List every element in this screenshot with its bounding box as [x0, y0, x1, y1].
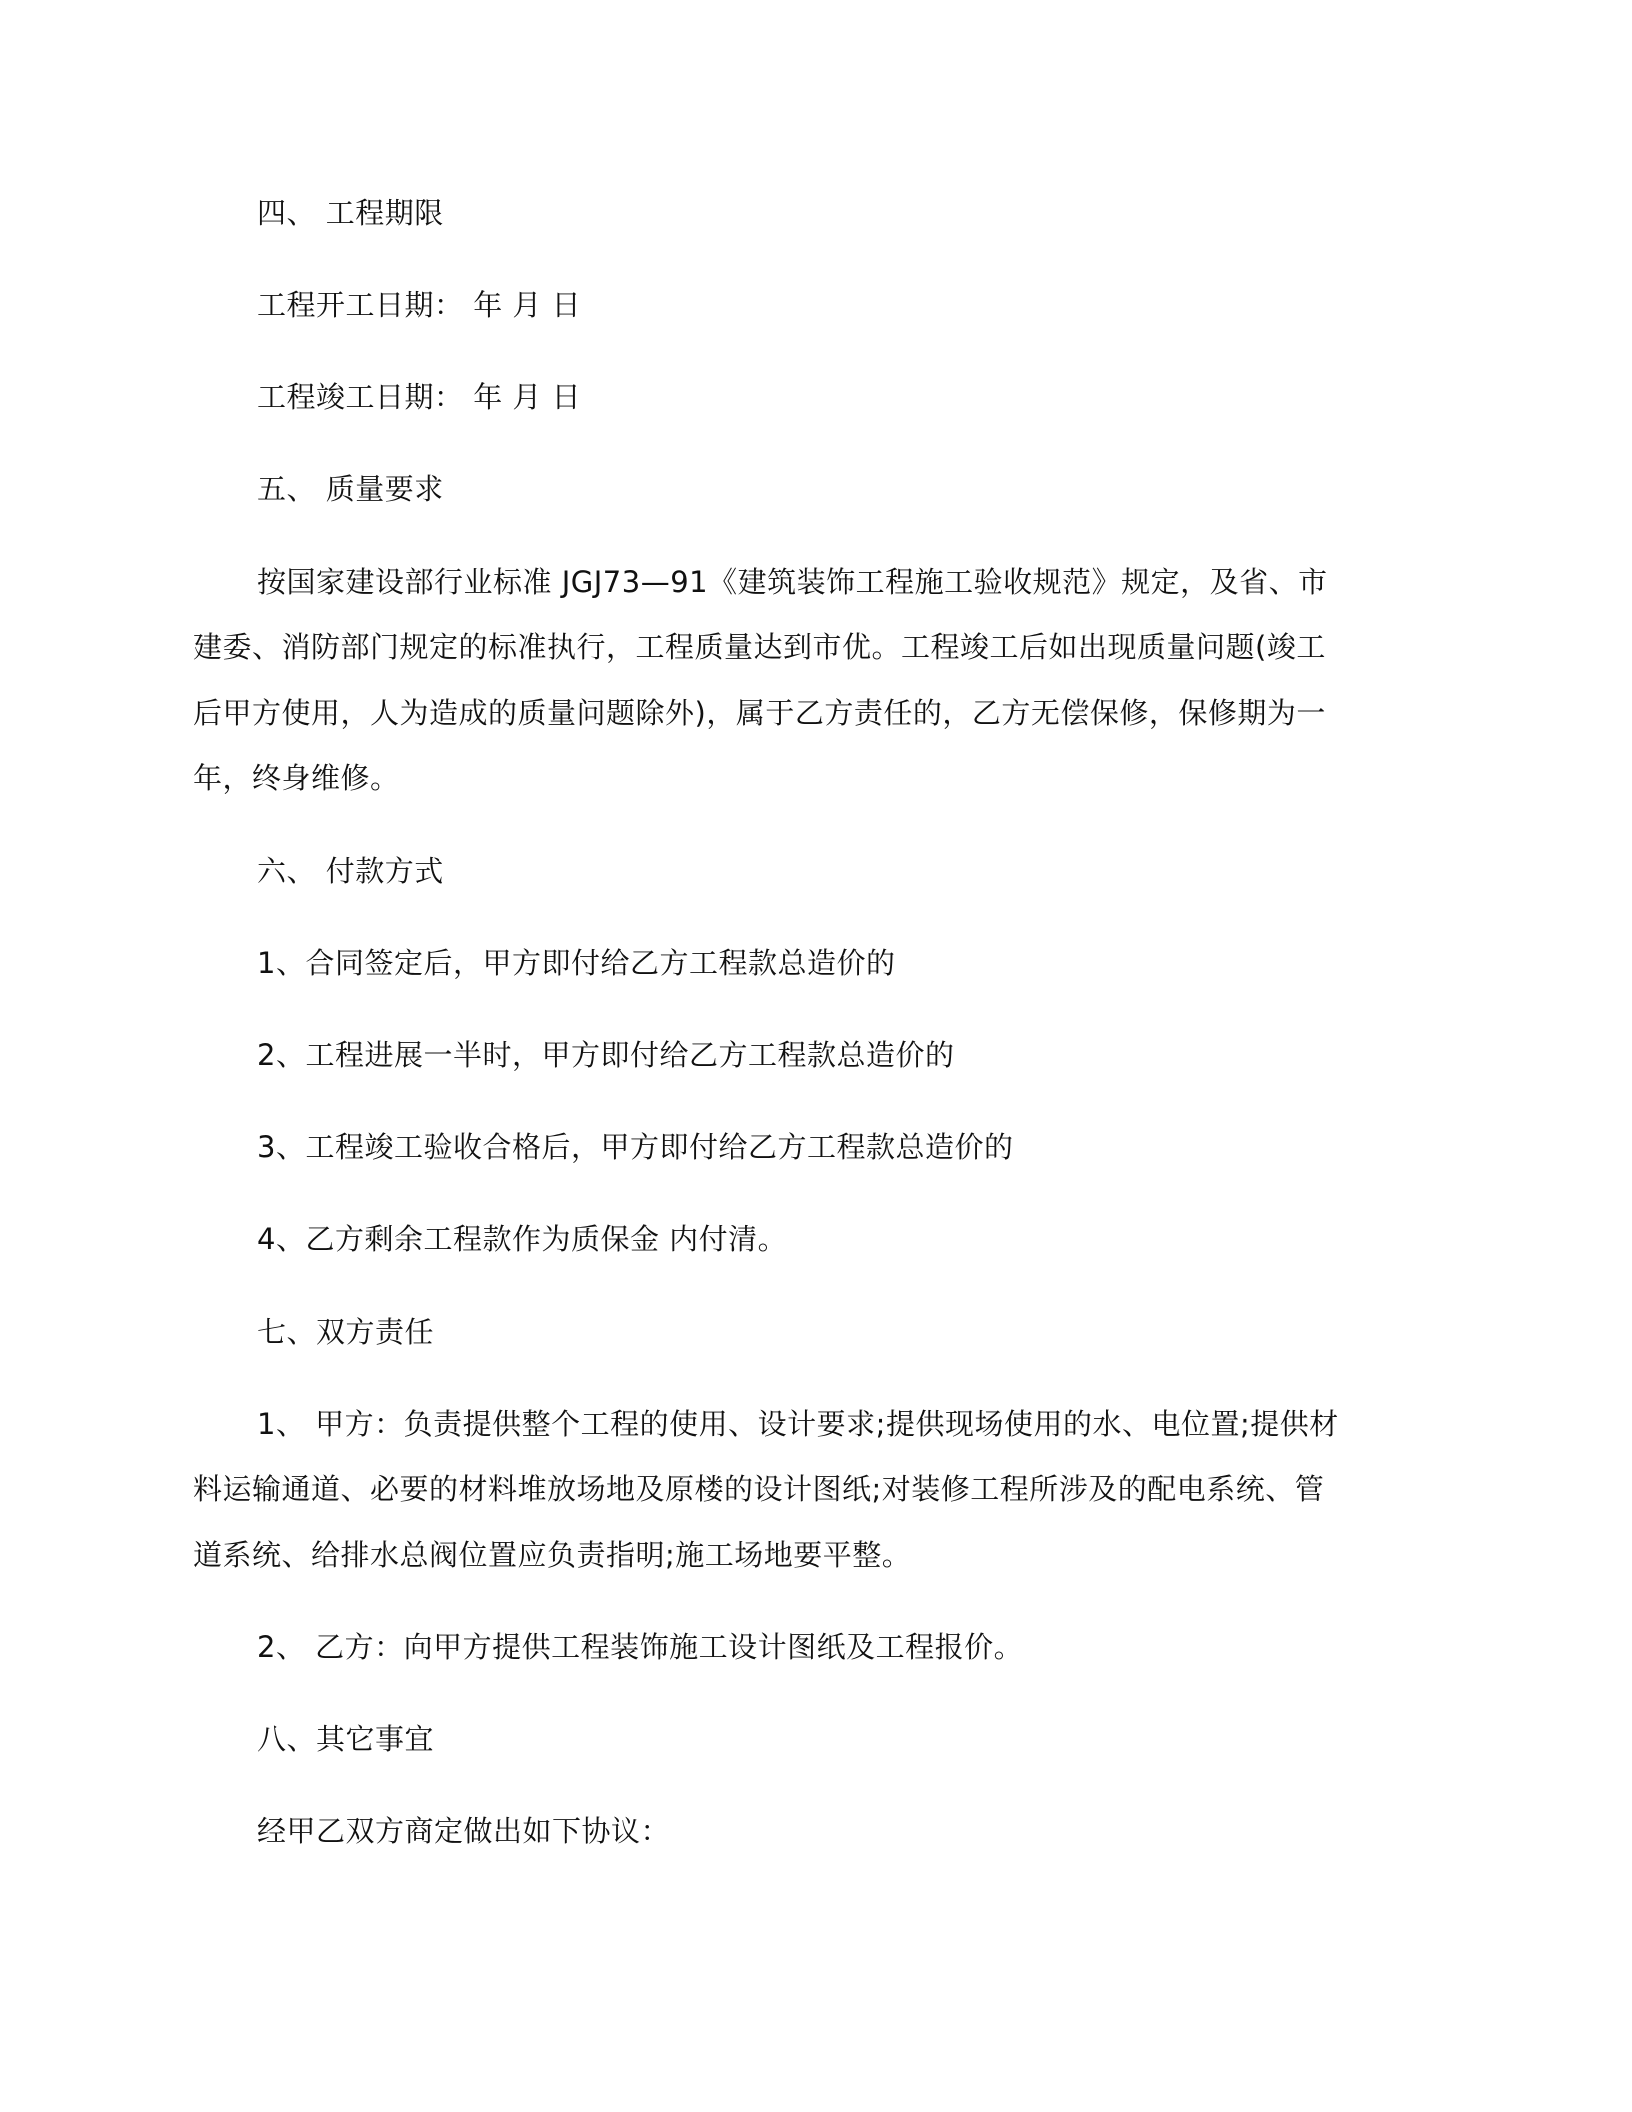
- quality-paragraph-line-2: 建委、消防部门规定的标准执行，工程质量达到市优。工程竣工后如出现质量问题(竣工: [193, 630, 1326, 664]
- section-seven-heading: 七、双方责任: [257, 1315, 435, 1349]
- start-date-line: 工程开工日期： 年 月 日: [257, 288, 582, 322]
- payment-item-1: 1、合同签定后，甲方即付给乙方工程款总造价的: [257, 946, 896, 980]
- party-a-duty-line-1: 1、 甲方：负责提供整个工程的使用、设计要求;提供现场使用的水、电位置;提供材: [257, 1407, 1339, 1441]
- quality-paragraph-line-1: 按国家建设部行业标准 JGJ73—91《建筑装饰工程施工验收规范》规定，及省、市: [257, 565, 1328, 599]
- payment-item-3: 3、工程竣工验收合格后，甲方即付给乙方工程款总造价的: [257, 1130, 1014, 1164]
- quality-paragraph-line-4: 年，终身维修。: [193, 761, 400, 795]
- party-a-duty-line-2: 料运输通道、必要的材料堆放场地及原楼的设计图纸;对装修工程所涉及的配电系统、管: [193, 1472, 1325, 1506]
- end-date-line: 工程竣工日期： 年 月 日: [257, 380, 582, 414]
- section-eight-heading: 八、其它事宜: [257, 1722, 435, 1756]
- payment-item-2: 2、工程进展一半时，甲方即付给乙方工程款总造价的: [257, 1038, 955, 1072]
- party-b-duty-line: 2、 乙方：向甲方提供工程装饰施工设计图纸及工程报价。: [257, 1630, 1024, 1664]
- agreement-intro: 经甲乙双方商定做出如下协议：: [257, 1814, 671, 1848]
- section-six-heading: 六、 付款方式: [257, 854, 444, 888]
- quality-paragraph-line-3: 后甲方使用，人为造成的质量问题除外)，属于乙方责任的，乙方无偿保修，保修期为一: [193, 696, 1326, 730]
- party-a-duty-line-3: 道系统、给排水总阀位置应负责指明;施工场地要平整。: [193, 1538, 912, 1572]
- section-four-heading: 四、 工程期限: [257, 196, 444, 230]
- section-five-heading: 五、 质量要求: [257, 472, 444, 506]
- payment-item-4: 4、乙方剩余工程款作为质保金 内付清。: [257, 1222, 788, 1256]
